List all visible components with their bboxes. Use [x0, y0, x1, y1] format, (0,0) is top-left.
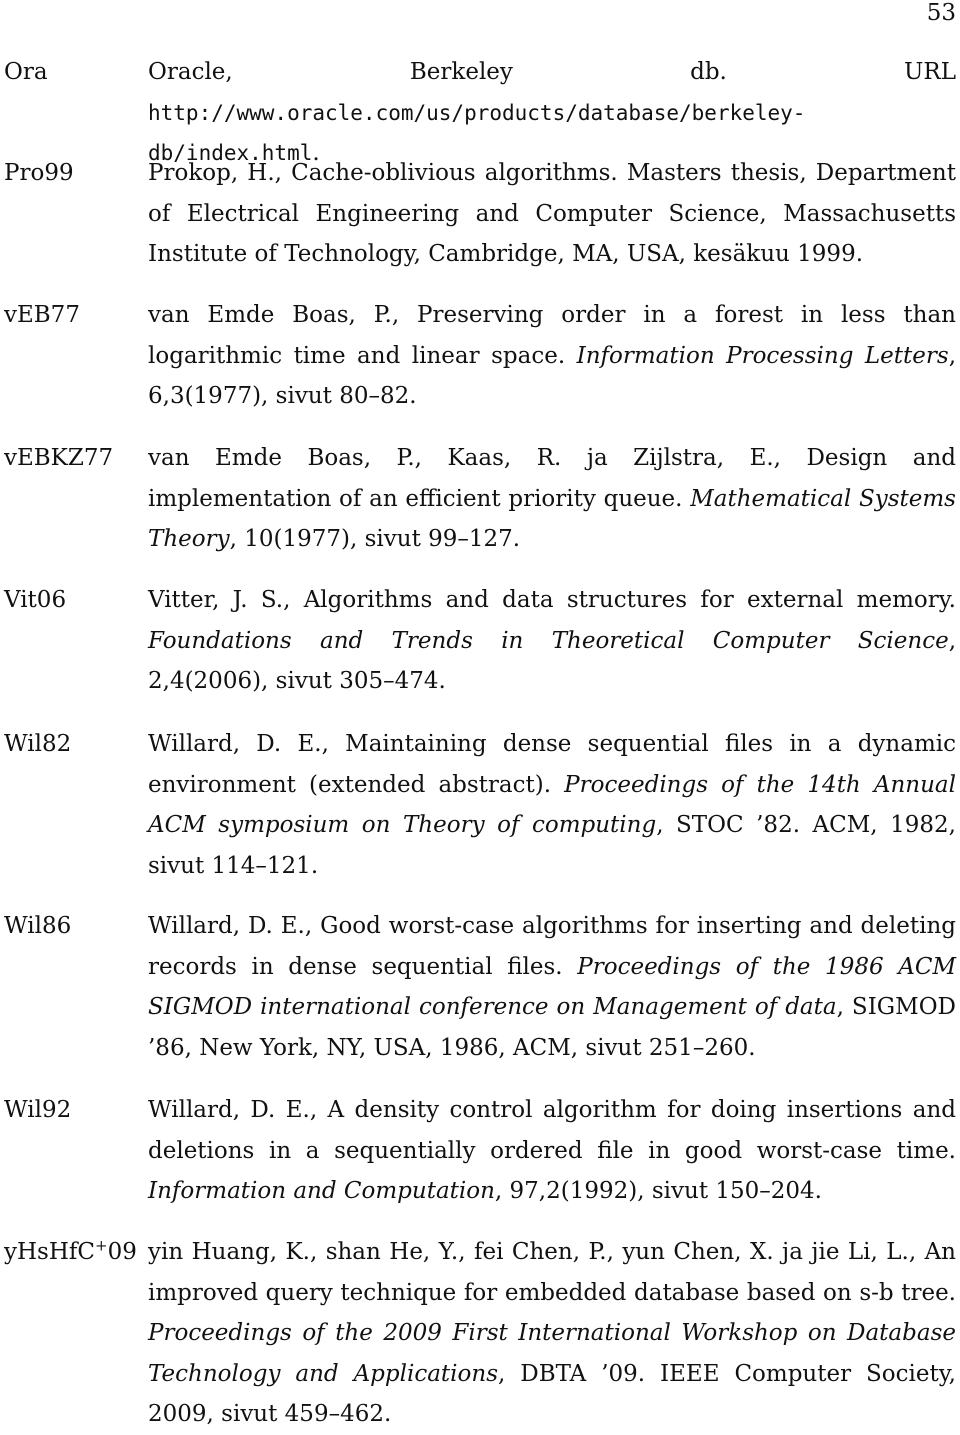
reference-key: Ora: [4, 59, 48, 85]
reference-venue: Proceedings of the 1986 ACM SIGMOD international conference on Management of data: [148, 953, 956, 1020]
reference-key: yHsHfC+09: [4, 1236, 137, 1265]
reference-url[interactable]: http://www.oracle.com/us/products/database/berkeley-db/index.html: [148, 100, 806, 165]
reference-key: Wil82: [4, 731, 72, 757]
reference-text: Prokop, H., Cache-oblivious algorithms. Masters thesis, Department of Electrical Engineering and Computer Science, Massachusetts Institute of Technology, Cambridge, MA, USA, kesäkuu 1999.: [148, 160, 956, 267]
reference-venue: Mathematical Systems Theory: [148, 485, 956, 552]
reference-text: van Emde Boas, P., Preserving order in a forest in less than logarithmic time and linear space. Information Processing Letters, 6,3(1977), sivut 80–82.: [148, 302, 956, 409]
page-number: 53: [926, 0, 956, 26]
reference-text: yin Huang, K., shan He, Y., fei Chen, P., yun Chen, X. ja jie Li, L., An improved query technique for embedded database based on s-b tree. Proceedings of the 2009 First International Workshop on Database Technology and Applications, DBTA ’09. IEEE Computer Society, 2009, sivut 459–462.: [148, 1239, 956, 1427]
reference-key: Wil92: [4, 1097, 72, 1123]
reference-text: Vitter, J. S., Algorithms and data structures for external memory. Foundations and Trends in Theoretical Computer Science, 2,4(2006), sivut 305–474.: [148, 587, 956, 694]
reference-key: Wil86: [4, 913, 72, 939]
reference-key: vEBKZ77: [4, 445, 114, 471]
reference-text: Willard, D. E., Good worst-case algorithms for inserting and deleting records in dense sequential files. Proceedings of the 1986 ACM SIGMOD international conference on Management of data, SIGMOD ’86, New York, NY, USA, 1986, ACM, sivut 251–260.: [148, 913, 956, 1061]
reference-venue: Information and Computation: [148, 1178, 495, 1204]
reference-venue: Proceedings of the 14th Annual ACM symposium on Theory of computing: [148, 771, 956, 838]
reference-text: Willard, D. E., A density control algorithm for doing insertions and deletions in a sequentially ordered file in good worst-case time. Information and Computation, 97,2(1992), sivut 150–204.: [148, 1097, 956, 1204]
reference-key: Pro99: [4, 160, 74, 186]
reference-venue: Information Processing Letters: [576, 342, 949, 369]
reference-text: Willard, D. E., Maintaining dense sequential files in a dynamic environment (extended abstract). Proceedings of the 14th Annual ACM symposium on Theory of computing, STOC ’82. ACM, 1982, sivut 114–121.: [148, 731, 956, 879]
reference-venue: Proceedings of the 2009 First International Workshop on Database Technology and Applications: [148, 1320, 956, 1387]
reference-key: Vit06: [4, 587, 67, 613]
reference-text: Oracle, Berkeley db. URL http://www.oracle.com/us/products/database/berkeley-db/index.html.: [148, 59, 956, 166]
reference-text: van Emde Boas, P., Kaas, R. ja Zijlstra, E., Design and implementation of an efficient priority queue. Mathematical Systems Theory, 10(1977), sivut 99–127.: [148, 445, 956, 552]
reference-venue: Foundations and Trends in Theoretical Computer Science: [148, 627, 949, 654]
reference-key: vEB77: [4, 302, 80, 328]
